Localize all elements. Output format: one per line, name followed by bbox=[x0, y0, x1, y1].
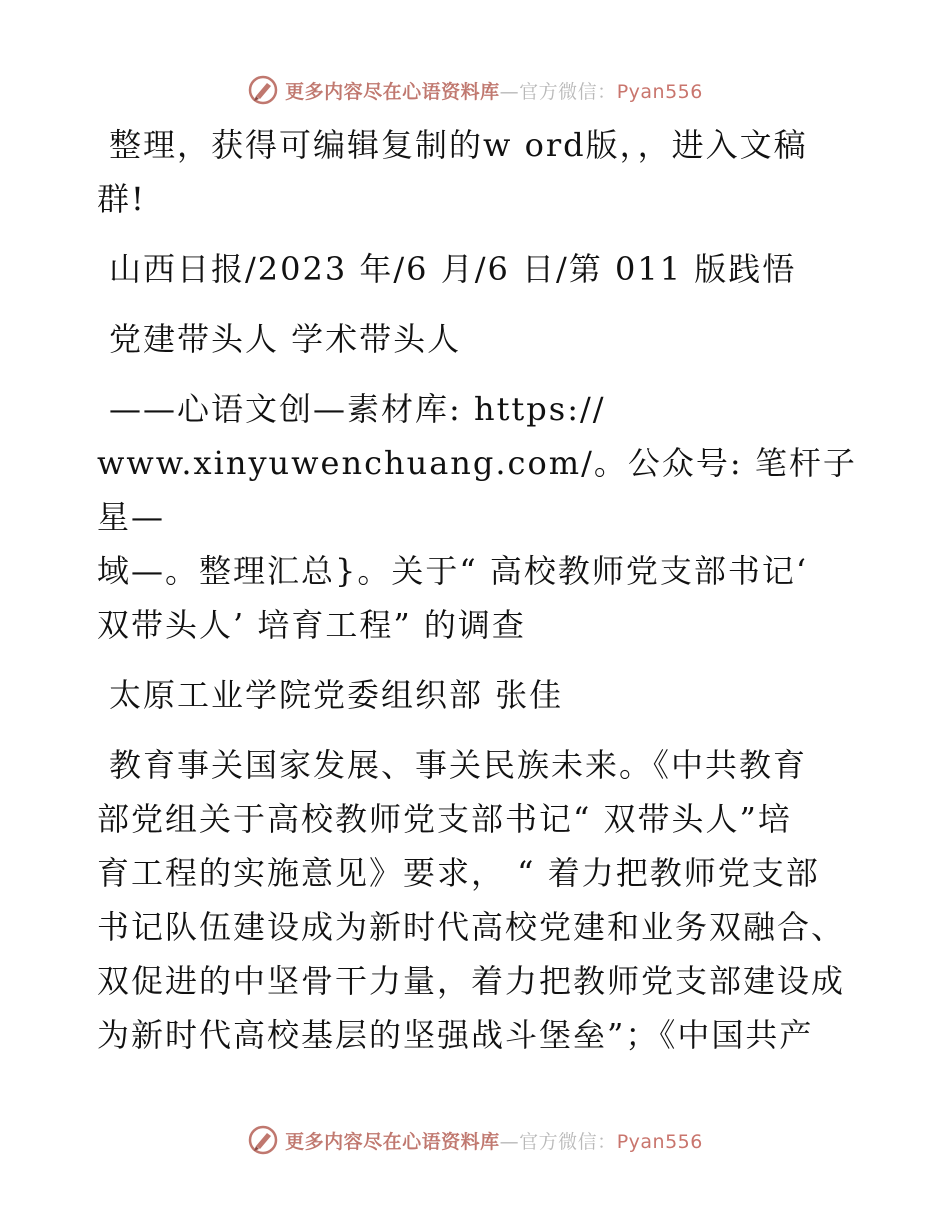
paragraph-subtitle bbox=[97, 382, 857, 652]
banner-text bbox=[285, 77, 703, 104]
banner-wechat-id: Pyan556 bbox=[616, 1130, 703, 1153]
paragraph-author bbox=[97, 668, 857, 722]
header-watermark-banner bbox=[0, 70, 950, 110]
banner-official-label: 官方微信： bbox=[519, 80, 617, 103]
text-line: 双带头人’ 培育工程” 的调查 bbox=[97, 606, 526, 644]
banner-main-text: 更多内容尽在心语资料库 bbox=[285, 1130, 500, 1153]
text-line: 育工程的实施意见》要求， “ 着力把教师党支部 bbox=[97, 854, 820, 892]
banner-main-text: 更多内容尽在心语资料库 bbox=[285, 80, 500, 103]
text-line: 为新时代高校基层的坚强战斗堡垒”；《中国共产 bbox=[97, 1016, 814, 1054]
banner-separator: — bbox=[499, 1130, 520, 1153]
text-line: 党建带头人 学术带头人 bbox=[109, 320, 462, 358]
text-line: 群! bbox=[97, 180, 146, 218]
pen-nib-logo-icon bbox=[247, 74, 279, 106]
banner-official-label: 官方微信： bbox=[519, 1130, 617, 1153]
text-line: 域—。整理汇总}。关于“ 高校教师党支部书记‘ bbox=[97, 552, 809, 590]
banner-separator: — bbox=[499, 80, 520, 103]
text-line: www.xinyuwenchuang.com/。公众号: 笔杆子星— bbox=[97, 444, 857, 536]
text-line: 部党组关于高校教师党支部书记“ 双带头人”培 bbox=[97, 800, 792, 838]
pen-nib-logo-icon bbox=[247, 1124, 279, 1156]
text-line: 太原工业学院党委组织部 张佳 bbox=[109, 676, 564, 714]
text-line: 山西日报/2023 年/6 月/6 日/第 011 版践悟 bbox=[109, 250, 797, 288]
paragraph-body bbox=[97, 738, 857, 1062]
banner-text bbox=[285, 1127, 703, 1154]
text-line: 书记队伍建设成为新时代高校党建和业务双融合、 bbox=[97, 908, 846, 946]
footer-watermark-banner bbox=[0, 1120, 950, 1160]
banner-wechat-id: Pyan556 bbox=[616, 80, 703, 103]
paragraph-source bbox=[97, 242, 857, 296]
text-line: ——心语文创—素材库: https:// bbox=[109, 390, 606, 428]
text-line: 教育事关国家发展、事关民族未来。《中共教育 bbox=[109, 746, 808, 784]
text-line: 整理，获得可编辑复制的w ord版，，进入文稿 bbox=[109, 126, 808, 164]
paragraph-headline bbox=[97, 312, 857, 366]
paragraph-intro bbox=[97, 118, 857, 226]
text-line: 双促进的中坚骨干力量，着力把教师党支部建设成 bbox=[97, 962, 846, 1000]
document-body bbox=[97, 118, 857, 1078]
